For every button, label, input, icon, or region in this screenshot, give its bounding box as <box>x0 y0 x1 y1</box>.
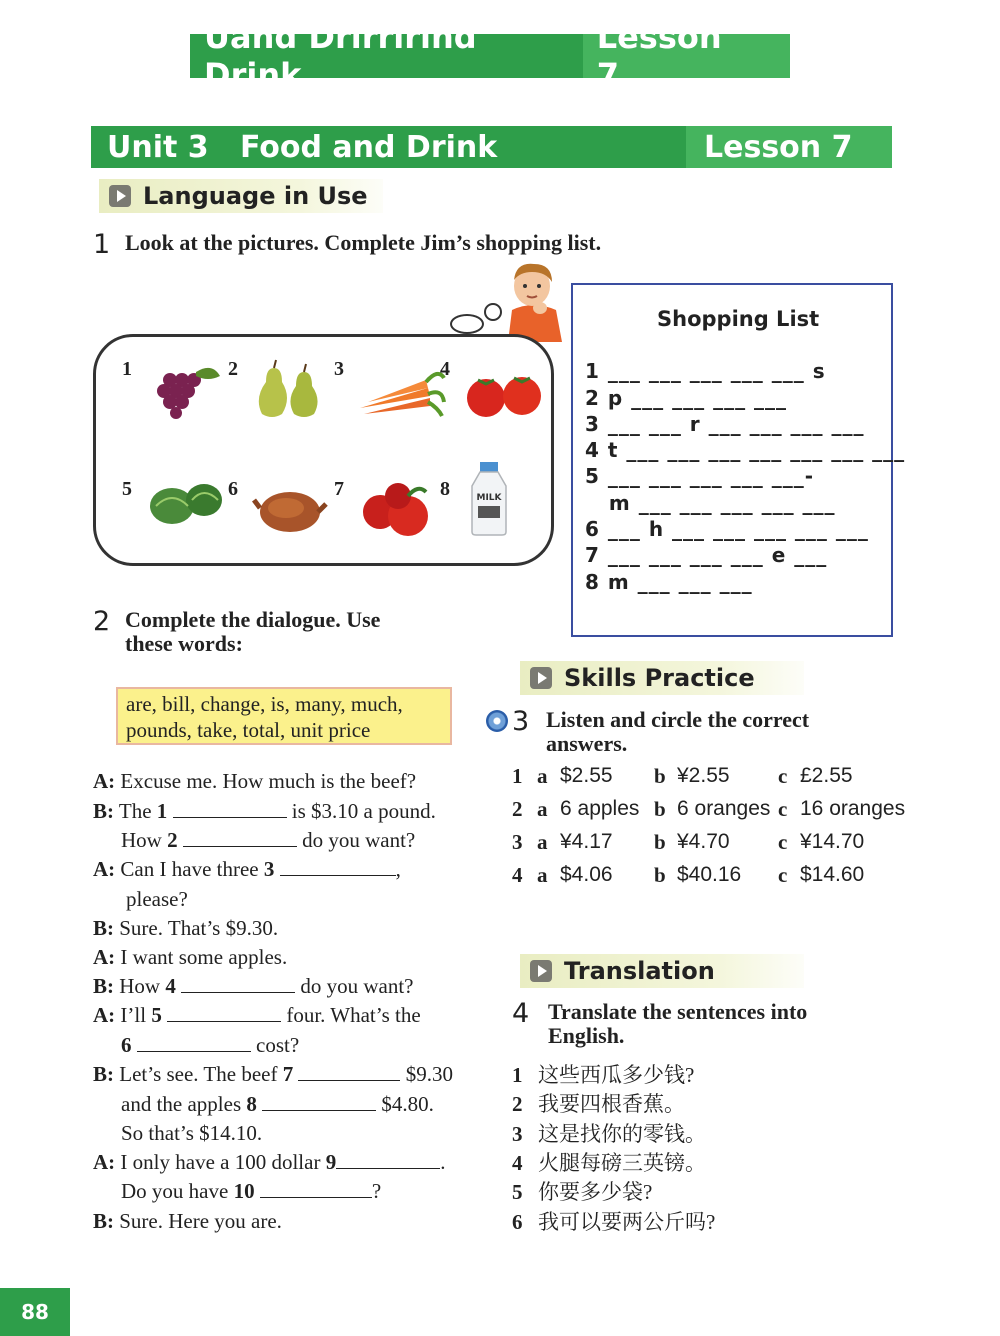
task-1-number: 1 <box>93 229 111 260</box>
translation-number: 5 <box>512 1180 523 1204</box>
dialogue-line <box>126 887 188 912</box>
task-2-instruction <box>93 606 380 656</box>
task-4-line-2: English. <box>548 1023 625 1048</box>
dialogue-text: do you want? <box>295 974 414 998</box>
dialogue-line <box>93 799 436 824</box>
option-c-letter: c <box>778 863 788 887</box>
answer-blank[interactable] <box>173 800 287 818</box>
blank-number: 4 <box>165 974 176 998</box>
translation-sentence: 这是找你的零钱。 <box>538 1122 706 1146</box>
lesson-title: Lesson 7 <box>686 126 892 168</box>
option-a-letter: a <box>537 797 548 821</box>
answer-blank[interactable] <box>280 858 396 876</box>
dialogue-text: is $3.10 a pound. <box>286 799 436 823</box>
answer-number: 3 <box>512 830 523 854</box>
section-language-label: Language in Use <box>143 182 368 210</box>
grapes-icon <box>146 358 226 422</box>
task-3-line-1: Listen and circle the correct <box>546 707 810 732</box>
dialogue-line <box>93 1003 421 1028</box>
shopping-list-row: m ___ ___ ___ ___ ___ <box>585 491 836 515</box>
dialogue-line <box>93 1150 445 1175</box>
task-3-line-2: answers. <box>546 731 628 756</box>
task-2-text <box>125 606 380 656</box>
task-4-number: 4 <box>512 998 530 1029</box>
task-1-text: Look at the pictures. Complete Jim’s shopping list. <box>125 230 602 255</box>
task-1-instruction <box>93 229 601 260</box>
word-bank-line-1: are, bill, change, is, many, much, <box>126 692 403 716</box>
dialogue-text: cost? <box>250 1033 300 1057</box>
speaker-label: A: <box>93 1003 116 1027</box>
dialogue-text: The <box>118 799 157 823</box>
dialogue-text: ? <box>371 1179 382 1203</box>
task-3-number: 3 <box>512 706 530 737</box>
option-a-letter: a <box>537 764 548 788</box>
shopping-list-row: 2 p ___ ___ ___ ___ <box>585 386 788 410</box>
dialogue-text: How <box>119 974 166 998</box>
picture-number: 6 <box>228 478 238 500</box>
picture-number: 8 <box>440 478 450 500</box>
speaker-label: B: <box>93 1062 114 1086</box>
translation-number: 4 <box>512 1151 523 1175</box>
blank-number: 7 <box>282 1062 294 1086</box>
top-banner-lesson: Lesson 7 <box>583 34 790 78</box>
top-banner-title: Uand Drirrirınd Drink <box>204 18 477 94</box>
translation-sentence: 我可以要两公斤吗? <box>538 1210 716 1234</box>
translation-number: 3 <box>512 1122 523 1146</box>
option-c-letter: c <box>778 830 788 854</box>
answer-number: 4 <box>512 863 523 887</box>
task-3-instruction <box>486 706 809 756</box>
dialogue-text: Sure. Here you are. <box>119 1209 282 1233</box>
speaker-label: B: <box>93 974 114 998</box>
option-b-letter: b <box>654 830 666 854</box>
picture-number: 5 <box>122 478 132 500</box>
task-2-line-2: these words: <box>125 631 243 656</box>
dialogue-text: and the apples <box>121 1092 247 1116</box>
answer-blank[interactable] <box>262 1093 376 1111</box>
speaker-label: A: <box>93 1150 116 1174</box>
section-skills-label: Skills Practice <box>564 664 755 692</box>
picture-number: 7 <box>334 478 344 500</box>
task-4-instruction <box>512 998 807 1048</box>
option-b[interactable]: $40.16 <box>677 863 742 886</box>
option-c[interactable]: $14.60 <box>800 863 865 886</box>
speaker-label: A: <box>93 945 116 969</box>
dialogue-text: How <box>121 828 168 852</box>
translation-item <box>512 1147 706 1177</box>
speaker-label: B: <box>93 799 114 823</box>
dialogue-line <box>121 1121 262 1146</box>
task-4-line-1: Translate the sentences into <box>548 999 808 1024</box>
thinking-boy-icon <box>502 258 564 342</box>
answer-blank[interactable] <box>183 829 297 847</box>
answer-blank[interactable] <box>260 1180 372 1198</box>
shopping-list-row: 4 t ___ ___ ___ ___ ___ ___ ___ <box>585 438 906 462</box>
tomatoes-icon <box>464 358 544 422</box>
blank-number: 1 <box>156 799 168 823</box>
option-b[interactable]: ¥4.70 <box>677 830 730 853</box>
dialogue-line <box>93 769 416 794</box>
page-number: 88 <box>0 1288 70 1336</box>
option-b-letter: b <box>654 764 666 788</box>
option-b-letter: b <box>654 863 666 887</box>
chicken-icon <box>252 478 332 542</box>
dialogue-line <box>121 1092 434 1117</box>
top-banner <box>190 18 790 94</box>
picture-number: 2 <box>228 358 238 380</box>
option-b[interactable]: 6 oranges <box>677 797 771 820</box>
speaker-label: B: <box>93 1209 114 1233</box>
word-bank <box>116 687 452 745</box>
picture-number: 3 <box>334 358 344 380</box>
translation-sentence: 这些西瓜多少钱? <box>538 1063 695 1087</box>
dialogue-text: $9.30 <box>400 1062 453 1086</box>
option-c-letter: c <box>778 764 788 788</box>
blank-number: 3 <box>263 857 275 881</box>
option-c-letter: c <box>778 797 788 821</box>
option-c[interactable]: £2.55 <box>800 764 853 787</box>
blank-number: 9 <box>325 1150 337 1174</box>
section-language-in-use <box>99 179 383 213</box>
translation-item <box>512 1088 685 1118</box>
dialogue-text: . <box>440 1150 446 1174</box>
dialogue-text: I only have a 100 dollar <box>120 1150 326 1174</box>
translation-number: 2 <box>512 1092 523 1116</box>
dialogue-text: $4.80. <box>376 1092 434 1116</box>
thought-bubble-small <box>484 303 502 321</box>
play-triangle-icon <box>530 667 552 689</box>
milk-label: MILK <box>476 493 502 503</box>
blank-number: 2 <box>167 828 178 852</box>
audio-cd-icon[interactable] <box>486 710 508 732</box>
option-c[interactable]: 16 oranges <box>800 797 906 820</box>
word-bank-line-2: pounds, take, total, unit price <box>126 718 371 742</box>
task-2-line-1: Complete the dialogue. Use <box>125 607 381 632</box>
answer-blank[interactable] <box>298 1063 400 1081</box>
dialogue-text: Do you have <box>121 1179 234 1203</box>
unit-banner <box>91 126 892 168</box>
play-triangle-icon <box>109 185 131 207</box>
shopping-list-panel <box>571 283 906 637</box>
dialogue-line <box>93 945 287 970</box>
shopping-list-row: 6 ___ h ___ ___ ___ ___ ___ <box>585 517 869 541</box>
translation-item <box>512 1176 652 1206</box>
dialogue-line <box>93 974 414 999</box>
translation-sentence: 火腿每磅三英镑。 <box>538 1151 706 1175</box>
dialogue-text: Excuse me. How much is the beef? <box>120 769 417 793</box>
unit-title: Unit 3 Food and Drink <box>107 129 498 165</box>
option-a[interactable]: ¥4.17 <box>560 830 613 853</box>
answer-blank[interactable] <box>167 1004 281 1022</box>
dialogue-text: do you want? <box>296 828 416 852</box>
option-a-letter: a <box>537 830 548 854</box>
shopping-list-title: Shopping List <box>657 307 820 331</box>
picture-number: 4 <box>440 358 450 380</box>
speaker-label: B: <box>93 916 114 940</box>
option-c[interactable]: ¥14.70 <box>800 830 865 853</box>
option-a[interactable]: $2.55 <box>560 764 613 787</box>
dialogue-line <box>121 1033 299 1058</box>
translation-number: 1 <box>512 1063 523 1087</box>
carrots-icon <box>358 358 448 422</box>
dialogue-text: So that’s $14.10. <box>121 1121 263 1145</box>
dialogue-text: I want some apples. <box>120 945 288 969</box>
dialogue-line <box>93 1062 453 1087</box>
shopping-list-row: 5 ___ ___ ___ ___ ___- <box>585 464 815 488</box>
shopping-list-row: 1 ___ ___ ___ ___ ___ s <box>585 359 826 383</box>
shopping-list-row: 7 ___ ___ ___ ___ e ___ <box>585 543 828 567</box>
dialogue-text: Sure. That’s $9.30. <box>119 916 279 940</box>
dialogue-line <box>121 1179 381 1204</box>
translation-item <box>512 1059 694 1089</box>
dialogue-line <box>93 1209 282 1234</box>
blank-number: 6 <box>121 1033 132 1057</box>
dialogue-text: Can I have three <box>120 857 264 881</box>
section-translation-label: Translation <box>564 957 715 985</box>
thought-bubble-large <box>450 314 484 334</box>
translation-number: 6 <box>512 1210 523 1234</box>
dialogue-text: Let’s see. The beef <box>119 1062 283 1086</box>
task-3-text <box>546 706 809 756</box>
option-b[interactable]: ¥2.55 <box>677 764 730 787</box>
play-triangle-icon <box>530 960 552 982</box>
dialogue-text: please? <box>126 887 188 911</box>
dialogue-line <box>93 916 278 941</box>
answer-blank[interactable] <box>181 975 295 993</box>
shopping-list-row: 8 m ___ ___ ___ <box>585 570 753 594</box>
picture-number: 1 <box>122 358 132 380</box>
translation-item <box>512 1118 706 1148</box>
blank-number: 5 <box>151 1003 162 1027</box>
dialogue-text: four. What’s the <box>281 1003 421 1027</box>
watermelons-icon <box>146 478 226 542</box>
blank-number: 10 <box>233 1179 255 1203</box>
task-2-number: 2 <box>93 606 111 637</box>
section-translation <box>520 954 804 988</box>
translation-sentence: 我要四根香蕉。 <box>538 1092 685 1116</box>
task-4-text <box>548 998 807 1048</box>
milk-bottle-icon <box>464 460 514 536</box>
pears-icon <box>252 358 332 422</box>
translation-sentence: 你要多少袋? <box>538 1180 653 1204</box>
option-a-letter: a <box>537 863 548 887</box>
speaker-label: A: <box>93 769 116 793</box>
dialogue-line <box>93 857 401 882</box>
option-a[interactable]: 6 apples <box>560 797 640 820</box>
answer-blank[interactable] <box>336 1151 440 1169</box>
dialogue-text: , <box>395 857 401 881</box>
dialogue-line <box>121 828 415 853</box>
option-b-letter: b <box>654 797 666 821</box>
shopping-list-row: 3 ___ ___ r ___ ___ ___ ___ <box>585 412 865 436</box>
answer-number: 1 <box>512 764 523 788</box>
answer-number: 2 <box>512 797 523 821</box>
speaker-label: A: <box>93 857 116 881</box>
blank-number: 8 <box>246 1092 257 1116</box>
option-a[interactable]: $4.06 <box>560 863 613 886</box>
section-skills-practice <box>520 661 804 695</box>
dialogue-text: I’ll <box>120 1003 152 1027</box>
answer-blank[interactable] <box>137 1034 251 1052</box>
translation-item <box>512 1206 715 1236</box>
apples-icon <box>358 478 438 542</box>
